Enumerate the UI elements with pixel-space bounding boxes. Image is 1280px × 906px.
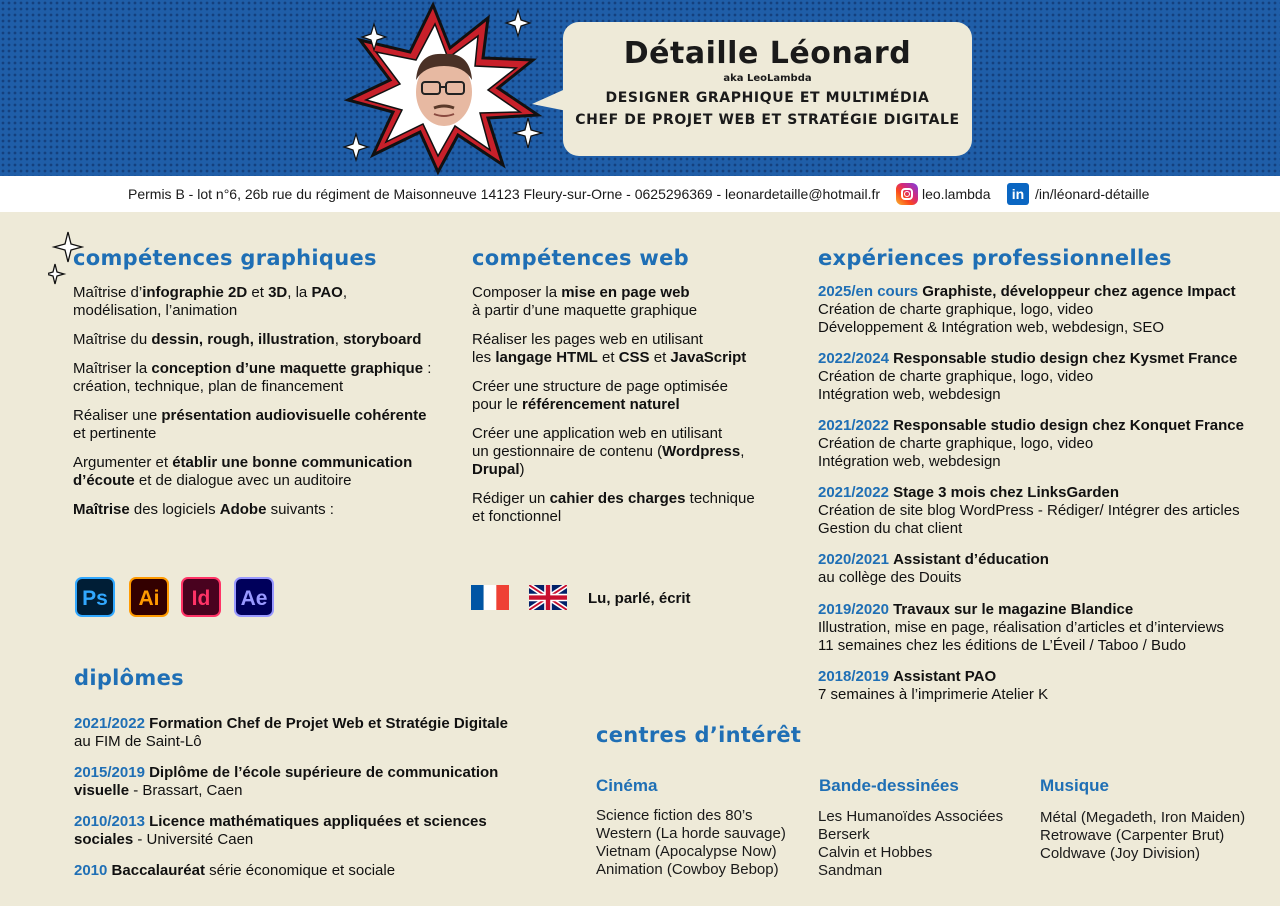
skill-item: Maîtrise du dessin, rough, illustration, storyboard (73, 331, 422, 348)
languages-text: Lu, parlé, écrit (588, 590, 691, 607)
experience-item: 2022/2024 Responsable studio design chez Kysmet France Création de charte graphique, logo, video Intégration web, webdesign (818, 350, 1238, 403)
alias: aka LeoLambda (723, 73, 812, 84)
skill-item: Maîtrise des logiciels Adobe suivants : (73, 501, 334, 518)
skill-item: Créer une structure de page optimisée pour le référencement naturel (472, 378, 728, 413)
section-title-interests: centres d’intérêt (596, 723, 802, 747)
interest-heading: Musique (1040, 776, 1109, 795)
section-title-diplomas: diplômes (74, 666, 184, 690)
instagram-handle[interactable]: leo.lambda (922, 186, 991, 202)
illustrator-icon: Ai (129, 577, 169, 617)
contact-line: Permis B - lot n°6, 26b rue du régiment de Maisonneuve 14123 Fleury-sur-Orne - 0625296369 - leonardetaille@hotmail.fr (128, 186, 881, 202)
interest-list: Science fiction des 80’s Western (La horde sauvage) Vietnam (Apocalypse Now) Animation (Cowboy Bebop) (596, 807, 786, 878)
skill-item: Rédiger un cahier des charges technique et fonctionnel (472, 490, 755, 525)
indesign-icon: Id (181, 577, 221, 617)
skill-item: Maîtriser la conception d’une maquette graphique : création, technique, plan de financement (73, 360, 432, 395)
linkedin-handle[interactable]: /in/léonard-détaille (1035, 186, 1150, 202)
section-title-graphic: compétences graphiques (73, 246, 377, 270)
experience-item: 2021/2022 Responsable studio design chez Konquet France Création de charte graphique, logo, video Intégration web, webdesign (818, 417, 1244, 470)
contact-bar (0, 176, 1280, 212)
skill-item: Créer une application web en utilisant un gestionnaire de contenu (Wordpress, Drupal) (472, 425, 745, 478)
experience-item: 2018/2019 Assistant PAO 7 semaines à l’imprimerie Atelier K (818, 668, 1049, 703)
uk-flag-icon (529, 585, 567, 610)
role-title-2: CHEF DE PROJET WEB ET STRATÉGIE DIGITALE (575, 112, 960, 128)
skill-item: Argumenter et établir une bonne communication d’écoute et de dialogue avec un auditoire (73, 454, 413, 489)
interest-heading: Bande-dessinées (819, 776, 959, 795)
french-flag-icon (471, 585, 509, 610)
skill-item: Maîtrise d’infographie 2D et 3D, la PAO, modélisation, l’animation (73, 284, 348, 319)
skill-item: Réaliser une présentation audiovisuelle cohérente et pertinente (73, 407, 427, 442)
skill-item: Réaliser les pages web en utilisant les langage HTML et CSS et JavaScript (472, 331, 747, 366)
linkedin-icon[interactable]: in (1007, 183, 1029, 205)
experience-item: 2021/2022 Stage 3 mois chez LinksGarden Création de site blog WordPress - Rédiger/ Intégrer des articles Gestion du chat client (818, 484, 1240, 537)
section-title-web: compétences web (472, 246, 689, 270)
diploma-item: 2015/2019 Diplôme de l’école supérieure de communication visuelle - Brassart, Caen (74, 764, 499, 799)
experience-item: 2020/2021 Assistant d’éducation au collège des Douits (818, 551, 1049, 586)
interest-heading: Cinéma (596, 776, 658, 795)
role-title: DESIGNER GRAPHIQUE ET MULTIMÉDIA (605, 90, 930, 106)
experience-item: 2025/en cours Graphiste, développeur chez agence Impact Création de charte graphique, logo, video Développement & Intégration web, webdesign, SEO (818, 283, 1236, 336)
header-banner (0, 0, 1280, 176)
section-title-experience: expériences professionnelles (818, 246, 1172, 270)
speech-bubble (563, 22, 972, 156)
after-effects-icon: Ae (234, 577, 274, 617)
instagram-icon[interactable] (896, 183, 918, 205)
diploma-item: 2010 Baccalauréat série économique et sociale (74, 862, 396, 879)
person-name: Détaille Léonard (623, 36, 912, 71)
diploma-item: 2010/2013 Licence mathématiques appliquées et sciences sociales - Université Caen (74, 813, 487, 848)
skill-item: Composer la mise en page web à partir d’une maquette graphique (472, 284, 698, 319)
interest-list: Les Humanoïdes Associées Berserk Calvin et Hobbes Sandman (818, 808, 1004, 879)
diploma-item: 2021/2022 Formation Chef de Projet Web et Stratégie Digitale au FIM de Saint-Lô (74, 715, 509, 750)
interest-list: Métal (Megadeth, Iron Maiden) Retrowave (Carpenter Brut) Coldwave (Joy Division) (1040, 809, 1246, 862)
photoshop-icon: Ps (75, 577, 115, 617)
experience-item: 2019/2020 Travaux sur le magazine Blandice Illustration, mise en page, réalisation d’articles et d’interviews 11 semaines chez les éditions de L’Éveil / Taboo / Budo (818, 601, 1225, 654)
